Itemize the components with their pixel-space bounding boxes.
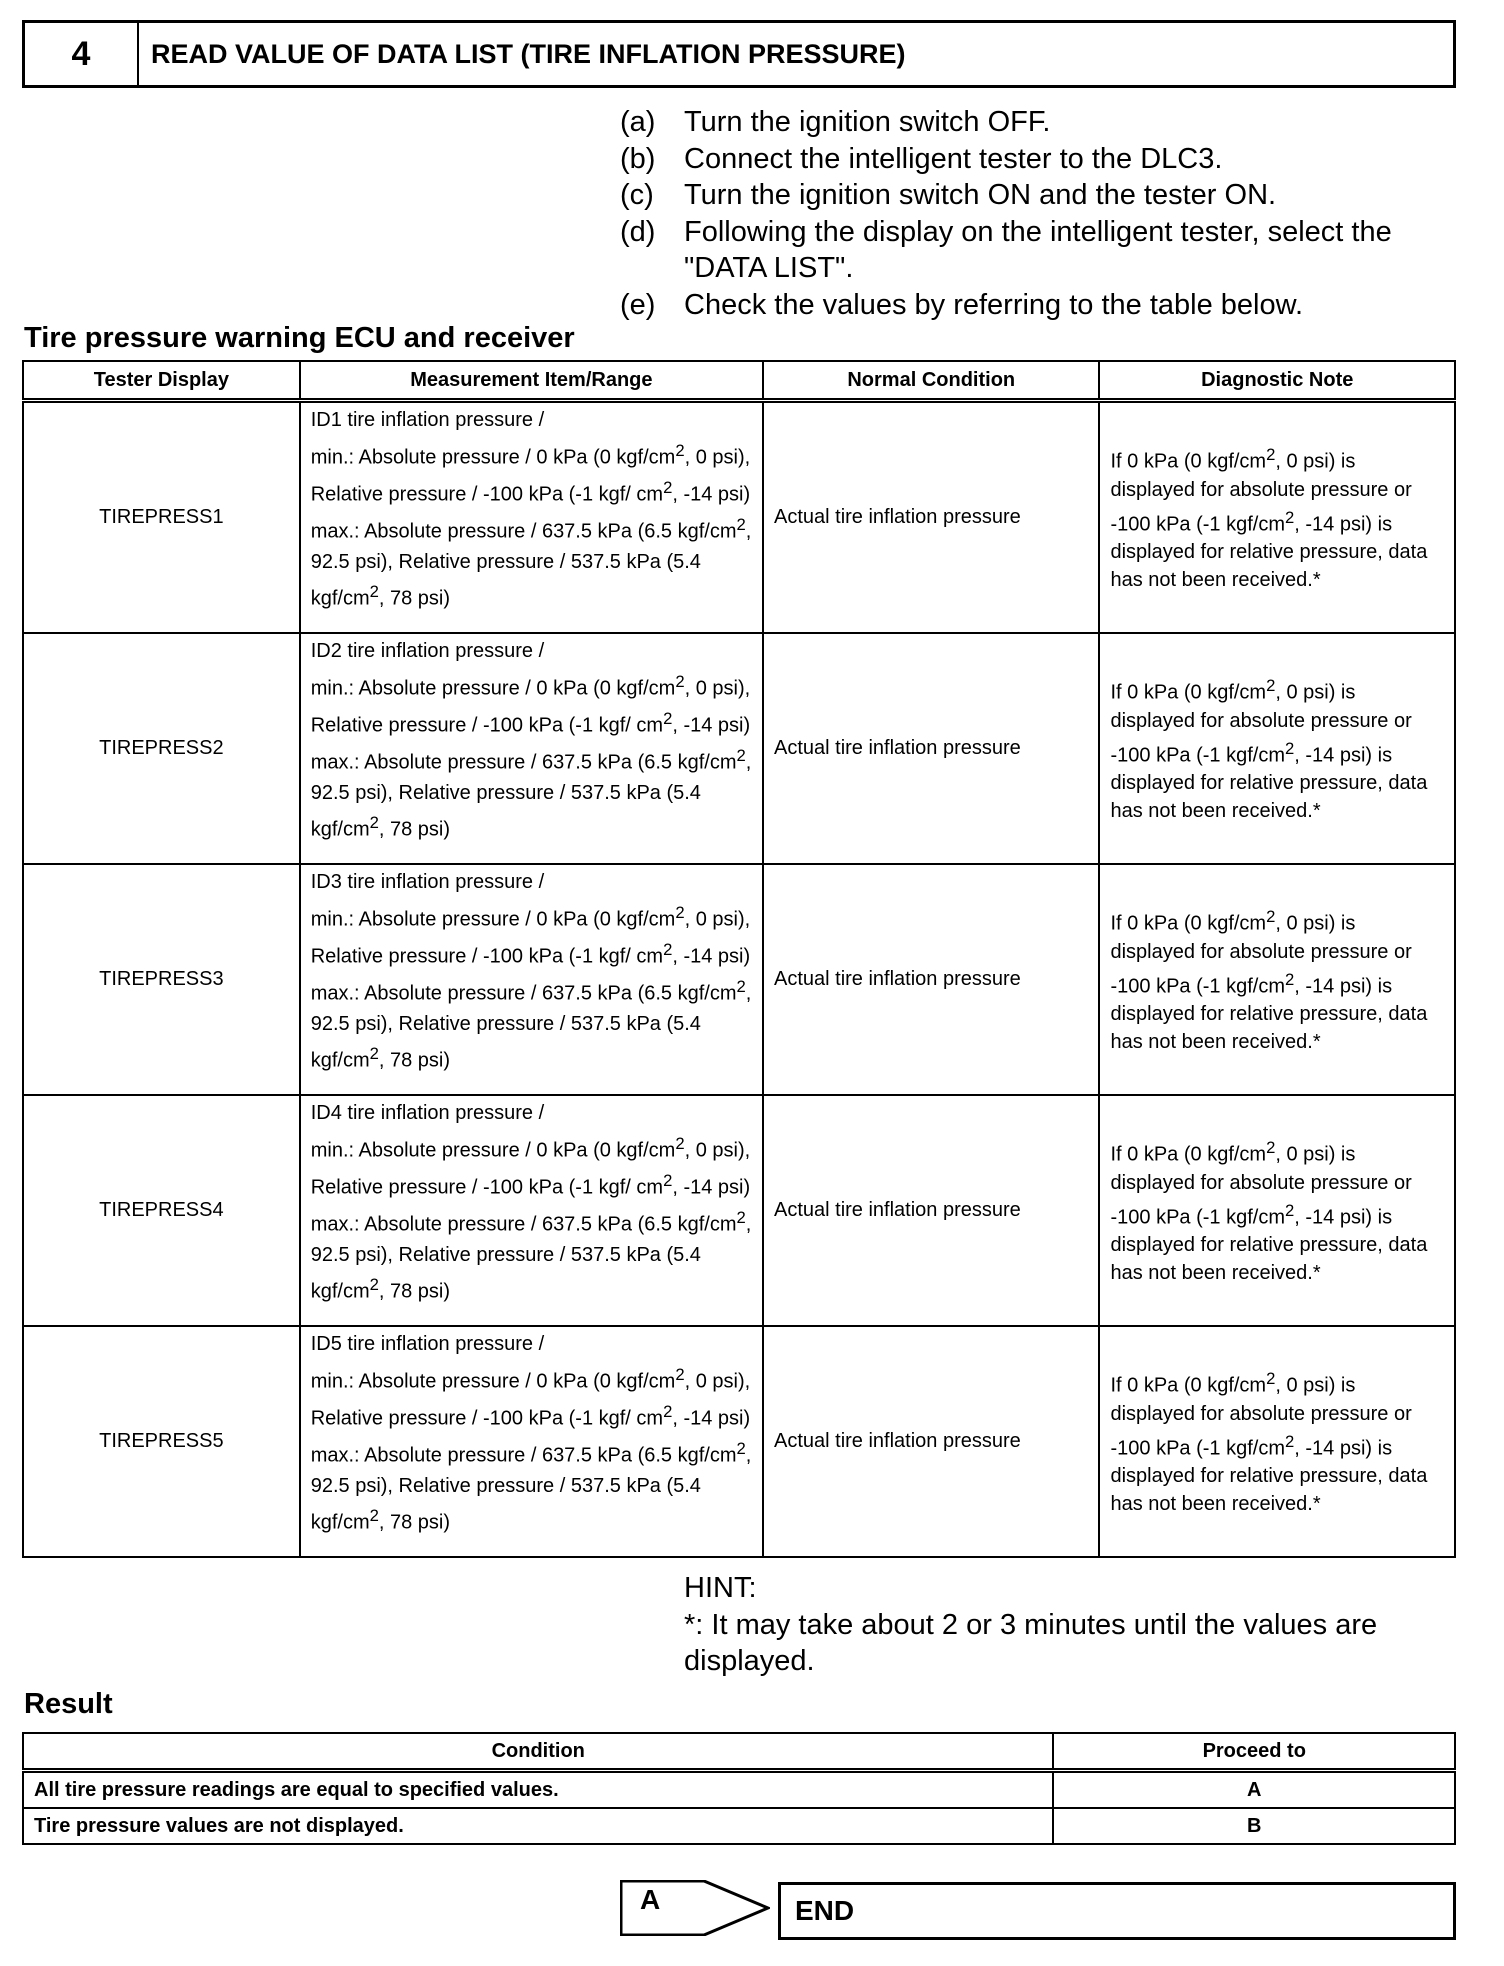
text-part: , -14 psi) is displayed for relative pressure, data has not been received.* bbox=[1110, 513, 1428, 592]
measurement-item: ID2 tire inflation pressure / bbox=[310, 640, 545, 662]
superscript: 2 bbox=[1266, 675, 1276, 695]
text-part: , 78 psi) bbox=[378, 588, 451, 611]
table-row bbox=[23, 633, 1455, 864]
text-part: max.: Absolute pressure / 637.5 kPa (6.5 kgf/cm bbox=[310, 751, 737, 774]
instruction-text: Turn the ignition switch ON and the tester ON. bbox=[684, 179, 1277, 211]
text-part: , 92.5 psi), Relative pressure / 537.5 kPa (5.4 kgf/cm bbox=[310, 982, 752, 1073]
instruction-label: (b) bbox=[620, 142, 656, 175]
superscript: 2 bbox=[1285, 1200, 1295, 1220]
superscript: 2 bbox=[1266, 1137, 1276, 1157]
text-part: If 0 kPa (0 kgf/cm bbox=[1110, 450, 1267, 473]
superscript: 2 bbox=[369, 1275, 379, 1295]
text-part: min.: Absolute pressure / 0 kPa (0 kgf/cm bbox=[310, 1370, 676, 1393]
text-part: max.: Absolute pressure / 637.5 kPa (6.5 kgf/cm bbox=[310, 1213, 737, 1236]
text-part: , -14 psi) is displayed for relative pressure, data has not been received.* bbox=[1110, 744, 1428, 823]
measurement-item: ID5 tire inflation pressure / bbox=[310, 1333, 545, 1355]
instruction-text: Check the values by referring to the table below. bbox=[684, 288, 1304, 321]
superscript: 2 bbox=[1266, 444, 1276, 464]
text-part: , 0 psi), Relative pressure / -100 kPa (-1 kgf/ cm bbox=[310, 677, 751, 737]
normal-condition-cell: Actual tire inflation pressure bbox=[763, 401, 1099, 634]
step-title: READ VALUE OF DATA LIST (TIRE INFLATION PRESSURE) bbox=[151, 38, 906, 69]
superscript: 2 bbox=[675, 1133, 685, 1153]
superscript: 2 bbox=[736, 976, 746, 996]
text-part: , 0 psi), Relative pressure / -100 kPa (-1 kgf/ cm bbox=[310, 1370, 751, 1430]
tester-display-cell: TIREPRESS5 bbox=[23, 1326, 300, 1557]
text-part: , 92.5 psi), Relative pressure / 537.5 kPa (5.4 kgf/cm bbox=[310, 520, 752, 611]
text-part: , 0 psi) is displayed for absolute pressure or -100 kPa (-1 kgf/cm bbox=[1110, 1374, 1412, 1460]
instruction-label: (a) bbox=[620, 106, 656, 138]
hint-label: HINT: bbox=[684, 1572, 757, 1604]
superscript: 2 bbox=[736, 1207, 746, 1227]
superscript: 2 bbox=[1266, 1368, 1276, 1388]
proceed-arrow-label: A bbox=[640, 1884, 661, 1915]
instruction-item bbox=[620, 214, 1460, 287]
instruction-label: (c) bbox=[620, 179, 654, 211]
step-number: 4 bbox=[25, 23, 139, 85]
text-part: If 0 kPa (0 kgf/cm bbox=[1110, 681, 1267, 704]
instruction-item bbox=[620, 177, 1460, 214]
text-part: , 0 psi) is displayed for absolute pressure or -100 kPa (-1 kgf/cm bbox=[1110, 681, 1412, 767]
text-part: , -14 psi) is displayed for relative pressure, data has not been received.* bbox=[1110, 975, 1428, 1054]
text-part: min.: Absolute pressure / 0 kPa (0 kgf/cm bbox=[310, 908, 676, 931]
tester-display-cell: TIREPRESS3 bbox=[23, 864, 300, 1095]
diagnostic-note-cell bbox=[1099, 1095, 1455, 1326]
superscript: 2 bbox=[1285, 969, 1295, 989]
column-header: Diagnostic Note bbox=[1099, 361, 1455, 401]
condition-cell: All tire pressure readings are equal to specified values. bbox=[23, 1771, 1053, 1809]
column-header: Normal Condition bbox=[763, 361, 1099, 401]
text-part: , 78 psi) bbox=[378, 819, 451, 842]
measurement-cell bbox=[300, 401, 763, 634]
condition-cell: Tire pressure values are not displayed. bbox=[23, 1808, 1053, 1844]
superscript: 2 bbox=[736, 514, 746, 534]
text-part: , -14 psi) bbox=[672, 483, 751, 506]
tester-display-cell: TIREPRESS4 bbox=[23, 1095, 300, 1326]
proceed-cell: B bbox=[1053, 1808, 1455, 1844]
instruction-text: Turn the ignition switch OFF. bbox=[684, 106, 1051, 138]
text-part: If 0 kPa (0 kgf/cm bbox=[1110, 1143, 1267, 1166]
text-part: , 92.5 psi), Relative pressure / 537.5 kPa (5.4 kgf/cm bbox=[310, 1444, 752, 1535]
text-part: , 0 psi) is displayed for absolute pressure or -100 kPa (-1 kgf/cm bbox=[1110, 912, 1412, 998]
superscript: 2 bbox=[663, 708, 673, 728]
measurement-cell bbox=[300, 633, 763, 864]
hint-text: *: It may take about 2 or 3 minutes until the values are displayed. bbox=[684, 1608, 1378, 1677]
text-part: , -14 psi) bbox=[672, 714, 751, 737]
measurement-min bbox=[311, 436, 752, 510]
text-part: , 78 psi) bbox=[378, 1281, 451, 1304]
superscript: 2 bbox=[1285, 507, 1295, 527]
table-header-row bbox=[23, 1733, 1455, 1771]
text-part: , 0 psi), Relative pressure / -100 kPa (-1 kgf/ cm bbox=[310, 446, 751, 506]
instruction-item bbox=[620, 287, 1460, 324]
superscript: 2 bbox=[369, 1506, 379, 1526]
table-row bbox=[23, 864, 1455, 1095]
measurement-cell bbox=[300, 1326, 763, 1557]
text-part: , 78 psi) bbox=[378, 1512, 451, 1535]
measurement-item: ID1 tire inflation pressure / bbox=[310, 409, 545, 431]
column-header: Measurement Item/Range bbox=[300, 361, 763, 401]
measurement-min bbox=[311, 898, 752, 972]
superscript: 2 bbox=[675, 1364, 685, 1384]
measurement-min bbox=[311, 667, 752, 741]
diagnostic-note-cell bbox=[1099, 1326, 1455, 1557]
normal-condition-cell: Actual tire inflation pressure bbox=[763, 633, 1099, 864]
text-part: , 0 psi), Relative pressure / -100 kPa (-1 kgf/ cm bbox=[310, 1139, 751, 1199]
superscript: 2 bbox=[736, 1438, 746, 1458]
column-header: Proceed to bbox=[1053, 1733, 1455, 1771]
superscript: 2 bbox=[1285, 738, 1295, 758]
measurement-cell bbox=[300, 864, 763, 1095]
normal-condition-cell: Actual tire inflation pressure bbox=[763, 1095, 1099, 1326]
end-box: END bbox=[778, 1882, 1456, 1940]
superscript: 2 bbox=[663, 1401, 673, 1421]
table-header-row bbox=[23, 361, 1455, 401]
instruction-item bbox=[620, 141, 1460, 178]
text-part: , 0 psi) is displayed for absolute pressure or -100 kPa (-1 kgf/cm bbox=[1110, 1143, 1412, 1229]
superscript: 2 bbox=[675, 671, 685, 691]
result-table bbox=[22, 1732, 1456, 1845]
hint-block bbox=[684, 1570, 1454, 1680]
tester-display-cell: TIREPRESS1 bbox=[23, 401, 300, 634]
measurement-min bbox=[311, 1129, 752, 1203]
tester-display-cell: TIREPRESS2 bbox=[23, 633, 300, 864]
diagnostic-note-cell bbox=[1099, 864, 1455, 1095]
measurement-max bbox=[311, 1434, 752, 1539]
measurement-item: ID3 tire inflation pressure / bbox=[310, 871, 545, 893]
superscript: 2 bbox=[1266, 906, 1276, 926]
text-part: , -14 psi) bbox=[672, 1407, 751, 1430]
superscript: 2 bbox=[663, 1170, 673, 1190]
proceed-cell: A bbox=[1053, 1771, 1455, 1809]
measurement-cell bbox=[300, 1095, 763, 1326]
text-part: max.: Absolute pressure / 637.5 kPa (6.5 kgf/cm bbox=[310, 520, 737, 543]
superscript: 2 bbox=[675, 440, 685, 460]
text-part: , -14 psi) is displayed for relative pressure, data has not been received.* bbox=[1110, 1206, 1428, 1285]
measurement-min bbox=[311, 1360, 752, 1434]
text-part: , 0 psi) is displayed for absolute pressure or -100 kPa (-1 kgf/cm bbox=[1110, 450, 1412, 536]
instruction-label: (e) bbox=[620, 288, 656, 321]
superscript: 2 bbox=[663, 939, 673, 959]
diagnostic-note-cell bbox=[1099, 633, 1455, 864]
text-part: , 78 psi) bbox=[378, 1050, 451, 1073]
table-row bbox=[23, 1326, 1455, 1557]
superscript: 2 bbox=[663, 477, 673, 497]
text-part: max.: Absolute pressure / 637.5 kPa (6.5 kgf/cm bbox=[310, 1444, 737, 1467]
instruction-text: Following the display on the intelligent tester, select the "DATA LIST". bbox=[684, 215, 1392, 284]
instruction-label: (d) bbox=[620, 215, 656, 248]
text-part: , -14 psi) bbox=[672, 1176, 751, 1199]
text-part: , 0 psi), Relative pressure / -100 kPa (-1 kgf/ cm bbox=[310, 908, 751, 968]
table-row bbox=[23, 1095, 1455, 1326]
measurement-max bbox=[311, 972, 752, 1077]
text-part: min.: Absolute pressure / 0 kPa (0 kgf/cm bbox=[310, 677, 676, 700]
text-part: If 0 kPa (0 kgf/cm bbox=[1110, 912, 1267, 935]
instruction-list bbox=[620, 104, 1460, 323]
measurement-max bbox=[311, 741, 752, 846]
instruction-item bbox=[620, 104, 1460, 141]
measurement-item: ID4 tire inflation pressure / bbox=[310, 1102, 545, 1124]
normal-condition-cell: Actual tire inflation pressure bbox=[763, 1326, 1099, 1557]
step-header bbox=[22, 20, 1456, 88]
instruction-text: Connect the intelligent tester to the DLC3. bbox=[684, 142, 1223, 175]
text-part: min.: Absolute pressure / 0 kPa (0 kgf/cm bbox=[310, 1139, 676, 1162]
normal-condition-cell: Actual tire inflation pressure bbox=[763, 864, 1099, 1095]
text-part: , -14 psi) is displayed for relative pressure, data has not been received.* bbox=[1110, 1437, 1428, 1516]
superscript: 2 bbox=[369, 582, 379, 602]
data-table-title: Tire pressure warning ECU and receiver bbox=[24, 322, 575, 354]
measurement-max bbox=[311, 510, 752, 615]
text-part: , 92.5 psi), Relative pressure / 537.5 kPa (5.4 kgf/cm bbox=[310, 1213, 752, 1304]
table-row bbox=[23, 1771, 1455, 1809]
superscript: 2 bbox=[675, 902, 685, 922]
text-part: , 92.5 psi), Relative pressure / 537.5 kPa (5.4 kgf/cm bbox=[310, 751, 752, 842]
column-header: Condition bbox=[23, 1733, 1053, 1771]
superscript: 2 bbox=[369, 1044, 379, 1064]
result-title: Result bbox=[24, 1688, 113, 1720]
superscript: 2 bbox=[369, 813, 379, 833]
text-part: , -14 psi) bbox=[672, 945, 751, 968]
data-list-table bbox=[22, 360, 1456, 1558]
text-part: max.: Absolute pressure / 637.5 kPa (6.5 kgf/cm bbox=[310, 982, 737, 1005]
text-part: min.: Absolute pressure / 0 kPa (0 kgf/cm bbox=[310, 446, 676, 469]
text-part: If 0 kPa (0 kgf/cm bbox=[1110, 1374, 1267, 1397]
measurement-max bbox=[311, 1203, 752, 1308]
superscript: 2 bbox=[1285, 1431, 1295, 1451]
superscript: 2 bbox=[736, 745, 746, 765]
table-row bbox=[23, 1808, 1455, 1844]
diagnostic-note-cell bbox=[1099, 401, 1455, 634]
column-header: Tester Display bbox=[23, 361, 300, 401]
table-row bbox=[23, 401, 1455, 634]
